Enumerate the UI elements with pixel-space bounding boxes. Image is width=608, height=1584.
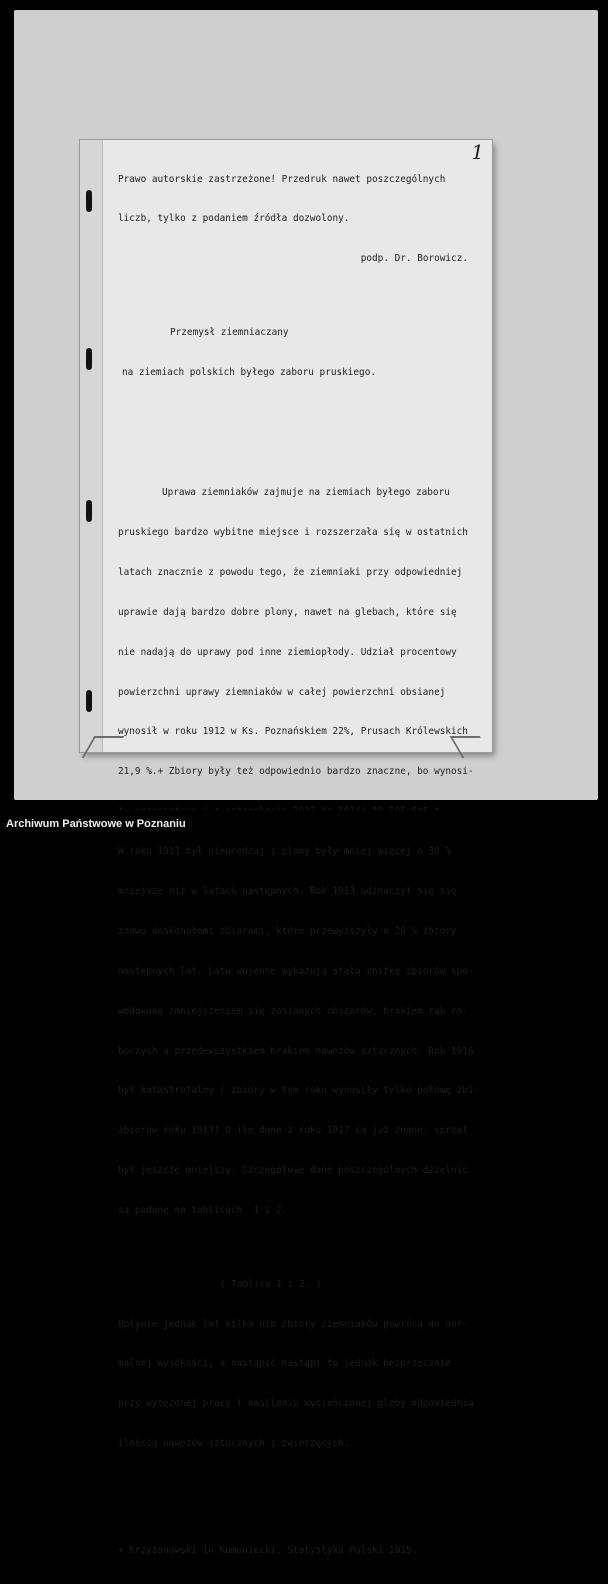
binding-hole — [86, 190, 92, 212]
document-subtitle: na ziemiach polskich byłego zaboru pruskiego. — [122, 366, 376, 378]
paragraph-line: znowu doskonałemi zbiorami, które przewyższyły o 20 % zbiory — [118, 925, 457, 937]
paragraph-line: Uprawa ziemniaków zajmuje na ziemiach byłego zaboru — [162, 487, 450, 499]
paragraph-line: powierzchni uprawy ziemniaków w całej powierzchni obsianej — [118, 686, 446, 698]
binding-hole — [86, 690, 92, 712]
paragraph-line: ilością nawozów sztucznych i zwierzęcych. — [118, 1438, 350, 1450]
document-title: Przemysł ziemniaczany — [170, 326, 289, 338]
paragraph-line: Upłynie jednak lat kilka nim zbiory ziemniaków powrócą do nor- — [118, 1318, 468, 1330]
table-reference: ( Tablica 1 i 2. ) — [220, 1278, 322, 1290]
paragraph-line: przy wytężonej pracy i nasileniu wycieńczonej gleby odpowiednią — [118, 1398, 474, 1410]
paragraph-line: mniejsze niż w latach następnych. Rok 1913 odznaczył się się — [118, 886, 457, 898]
paragraph-line: W roku 1911 był nieurodzaj i plony były mniej więcej o 30 % — [118, 846, 452, 858]
binding-hole — [86, 348, 92, 370]
paragraph-line: był jeszcze mniejszy. Szczegółowe dane poszczególnych dzielnic — [118, 1165, 468, 1177]
footnote: + Krzyżanowski in Kumaniecki, Statystyka Polski 1915. — [118, 1545, 418, 1557]
binding-hole — [86, 500, 92, 522]
paragraph-line: następnych lat. Lata wojenne wykazują stałą zniżkę zbiorów spo- — [118, 965, 474, 977]
header-line: liczb, tylko z podaniem źródła dozwolony. — [118, 213, 350, 225]
paragraph-line: są podane na tablicach 1 i 2. — [118, 1205, 288, 1217]
paragraph-line: latach znacznie z powodu tego, że ziemniaki przy odpowiedniej — [118, 566, 463, 578]
typewritten-text — [118, 146, 488, 1584]
signature: podp. Dr. Borowicz. — [360, 253, 468, 265]
paragraph-line: wodowaną zmniejszeniem się zasianych obszarów, brakiem rąk ro- — [118, 1005, 468, 1017]
paragraph-line: boczych a przedewszystkiem brakiem nawozów sztucznych. Rok 1916 — [118, 1045, 474, 1057]
paragraph-line: zbiorów roku 1913) O ile dane z roku 1917 są już znane, sprzęt — [118, 1125, 468, 1137]
archive-name: Archiwum Państwowe w Poznaniu — [6, 818, 186, 830]
header-line: Prawo autorskie zastrzeżone! Przedruk nawet poszczególnych — [118, 173, 446, 185]
paragraph-line: uprawie dają bardzo dobre plony, nawet na glebach, które się — [118, 606, 457, 618]
paragraph-line: był katastrofalny ( zbiory w tym roku wynosiły tylko połowę zbi- — [118, 1085, 480, 1097]
paragraph-line: malnej wysokości, a nastąpić nastąpi to jednak bezprzecznie — [118, 1358, 452, 1370]
paragraph-line: 21,9 %.+ Zbiory były też odpowiednio bardzo znaczne, bo wynosi- — [118, 766, 474, 778]
paragraph-line: nie nadają do uprawy pod inne ziemiopłody. Udział procentowy — [118, 646, 457, 658]
paragraph-line: pruskiego bardzo wybitne miejsce i rozszerzała się w ostatnich — [118, 527, 468, 539]
page-number: 1 — [471, 140, 484, 164]
paragraph-line: wynosił w roku 1912 w Ks. Poznańskiem 22%, Prusach Królewskich — [118, 726, 468, 738]
